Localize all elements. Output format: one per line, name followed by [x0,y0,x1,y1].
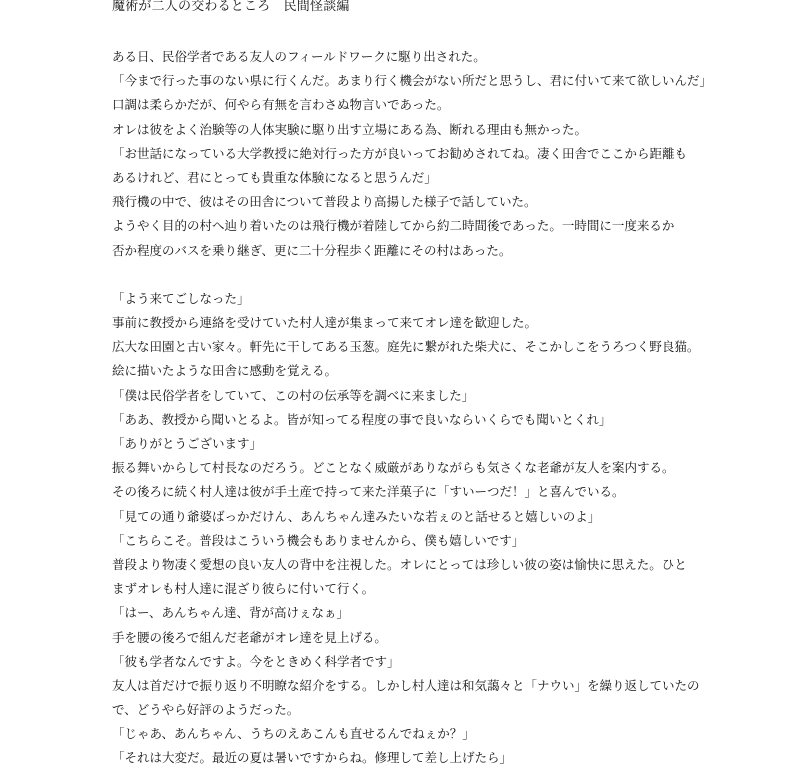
text-line: 振る舞いからして村長なのだろう。どことなく威厳がありながらも気さくな老爺が友人を案内する。 [112,460,675,476]
document-title: 魔術が二人の交わるところ 民間怪談編 [112,0,350,14]
text-line: で、どうやら好評のようだった。 [112,702,300,718]
document-page [112,0,784,771]
text-line: 「今まで行った事のない県に行くんだ。あまり行く機会がない所だと思うし、君に付いて来て欲しいんだ」 [112,73,713,89]
text-line: 友人は首だけで振り返り不明瞭な紹介をする。しかし村人達は和気藹々と「ナウい」を繰り返していたの [112,677,700,693]
text-line: 「それは大変だ。最近の夏は暑いですからね。修理して差し上げたら」 [112,750,513,766]
text-line: 「じゃあ、あんちゃん、うちのえあこんも直せるんでねぇか？」 [112,726,475,742]
text-line: 手を腰の後ろで組んだ老爺がオレ達を見上げる。 [112,629,387,645]
text-line: 否か程度のバスを乗り継ぎ、更に二十分程歩く距離にその村はあった。 [112,242,512,258]
text-line: 口調は柔らかだが、何やら有無を言わさぬ物言いであった。 [112,97,450,113]
text-line: 飛行機の中で、彼はその田舎について普段より高揚した様子で話していた。 [112,194,537,210]
text-line: ようやく目的の村へ辿り着いたのは飛行機が着陸してから約二時間後であった。一時間に一度来るか [112,218,675,234]
text-line: 「ああ、教授から聞いとるよ。皆が知ってる程度の事で良いならいくらでも聞いとくれ」 [112,411,612,427]
text-line: まずオレも村人達に混ざり彼らに付いて行く。 [112,581,375,597]
text-line: 「お世話になっている大学教授に絶対行った方が良いってお勧めされてね。凄く田舎でここから距離も [112,145,688,161]
text-line: 絵に描いたような田舎に感動を覚える。 [112,363,338,379]
text-line: あるけれど、君にとっても貴重な体験になると思うんだ」 [112,169,437,185]
text-line: 普段より物凄く愛想の良い友人の背中を注視した。オレにとっては珍しい彼の姿は愉快に思えた。ひと [112,556,687,572]
text-line: その後ろに続く村人達は彼が手土産で持って来た洋菓子に「すいーつだ！」と喜んでいる。 [112,484,625,500]
text-line: 広大な田園と古い家々。軒先に干してある玉葱。庭先に繋がれた柴犬に、そこかしこをうろつく野良猫。 [112,339,700,355]
text-line: 「ありがとうございます」 [112,436,263,451]
text-line: 「彼も学者なんですよ。今をときめく科学者です」 [112,653,400,669]
text-line: 「見ての通り爺婆ばっかだけん、あんちゃん達みたいな若ぇのと話せると嬉しいのよ」 [112,508,601,524]
text-line: 「僕は民俗学者をしていて、この村の伝承等を調べに来ました」 [112,387,475,403]
text-line: 事前に教授から連絡を受けていた村人達が集まって来てオレ達を歓迎した。 [112,315,538,331]
text-line: オレは彼をよく治験等の人体実験に駆り出す立場にある為、断れる理由も無かった。 [112,121,588,137]
text-line: ある日、民俗学者である友人のフィールドワークに駆り出された。 [112,49,486,64]
text-line: 「こちらこそ。普段はこういう機会もありませんから、僕も嬉しいです」 [112,532,525,548]
text-line: 「はー、あんちゃん達、背が高けぇなぁ」 [112,605,350,621]
text-line: 「よう来てごしなった」 [112,290,250,306]
document-body [112,45,784,771]
blank-line [112,263,784,287]
